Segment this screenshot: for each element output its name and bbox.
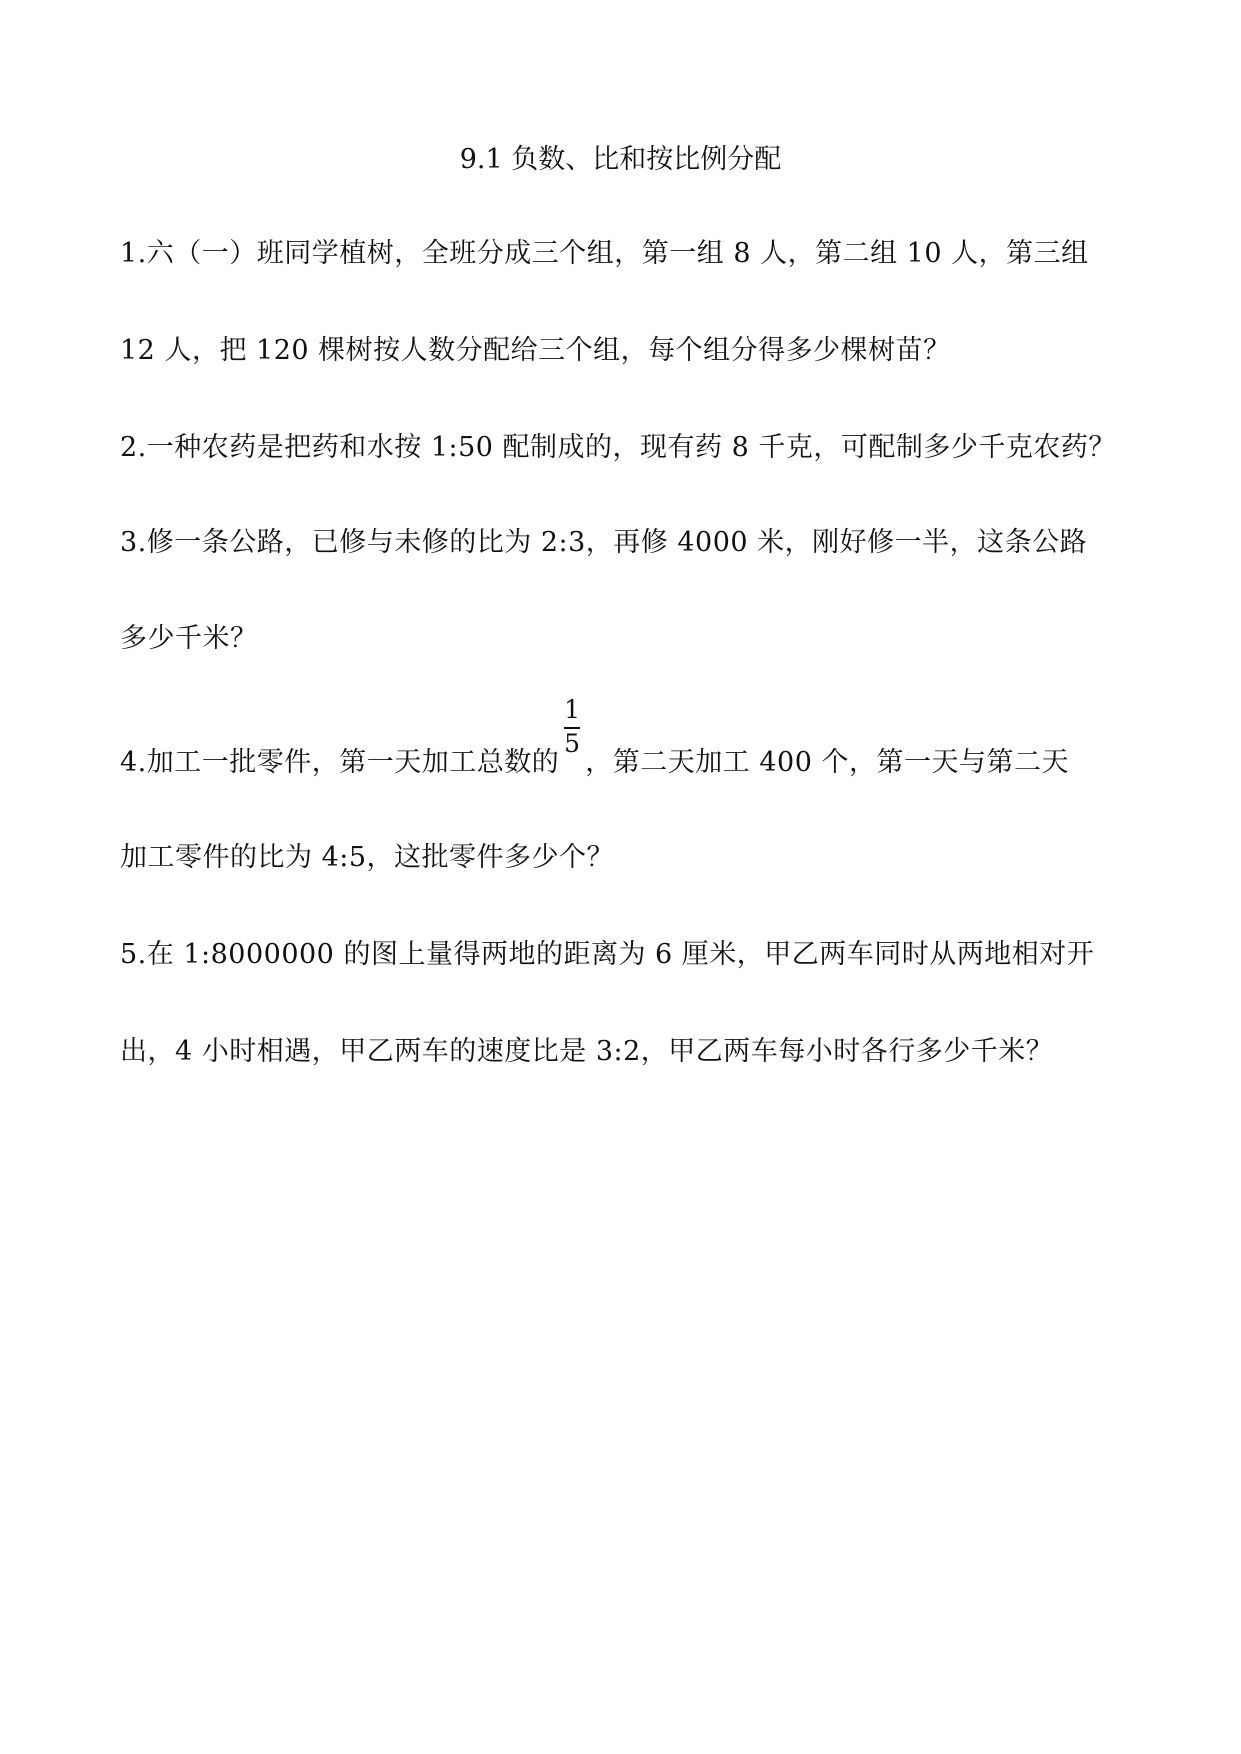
problem-1-line-2: 12 人，把 120 棵树按人数分配给三个组，每个组分得多少棵树苗？ bbox=[120, 335, 951, 366]
fraction-one-fifth bbox=[561, 695, 583, 783]
problem-4-line-1 bbox=[120, 695, 1069, 783]
problem-5-line-1: 5.在 1:8000000 的图上量得两地的距离为 6 厘米，甲乙两车同时从两地相对开 bbox=[120, 939, 1095, 970]
problem-4-text-before-fraction: 4.加工一批零件，第一天加工总数的 bbox=[120, 747, 560, 778]
page-title: 9.1 负数、比和按比例分配 bbox=[459, 144, 782, 175]
problem-2-line-1: 2.一种农药是把药和水按 1:50 配制成的，现有药 8 千克，可配制多少千克农药？ bbox=[120, 432, 1116, 463]
fraction-numerator: 1 bbox=[564, 695, 581, 724]
problem-3-line-2: 多少千米？ bbox=[120, 623, 258, 654]
problem-3-line-1: 3.修一条公路，已修与未修的比为 2:3，再修 4000 米，刚好修一半，这条公路 bbox=[120, 527, 1088, 558]
problem-1-line-1: 1.六（一）班同学植树，全班分成三个组，第一组 8 人，第二组 10 人，第三组 bbox=[120, 238, 1089, 269]
fraction-denominator: 5 bbox=[564, 729, 581, 758]
problem-4-line-2: 加工零件的比为 4:5，这批零件多少个？ bbox=[120, 842, 615, 873]
problem-4-text-after-fraction: ，第二天加工 400 个，第一天与第二天 bbox=[585, 747, 1069, 778]
problem-5-line-2: 出，4 小时相遇，甲乙两车的速度比是 3:2，甲乙两车每小时各行多少千米？ bbox=[120, 1036, 1054, 1067]
